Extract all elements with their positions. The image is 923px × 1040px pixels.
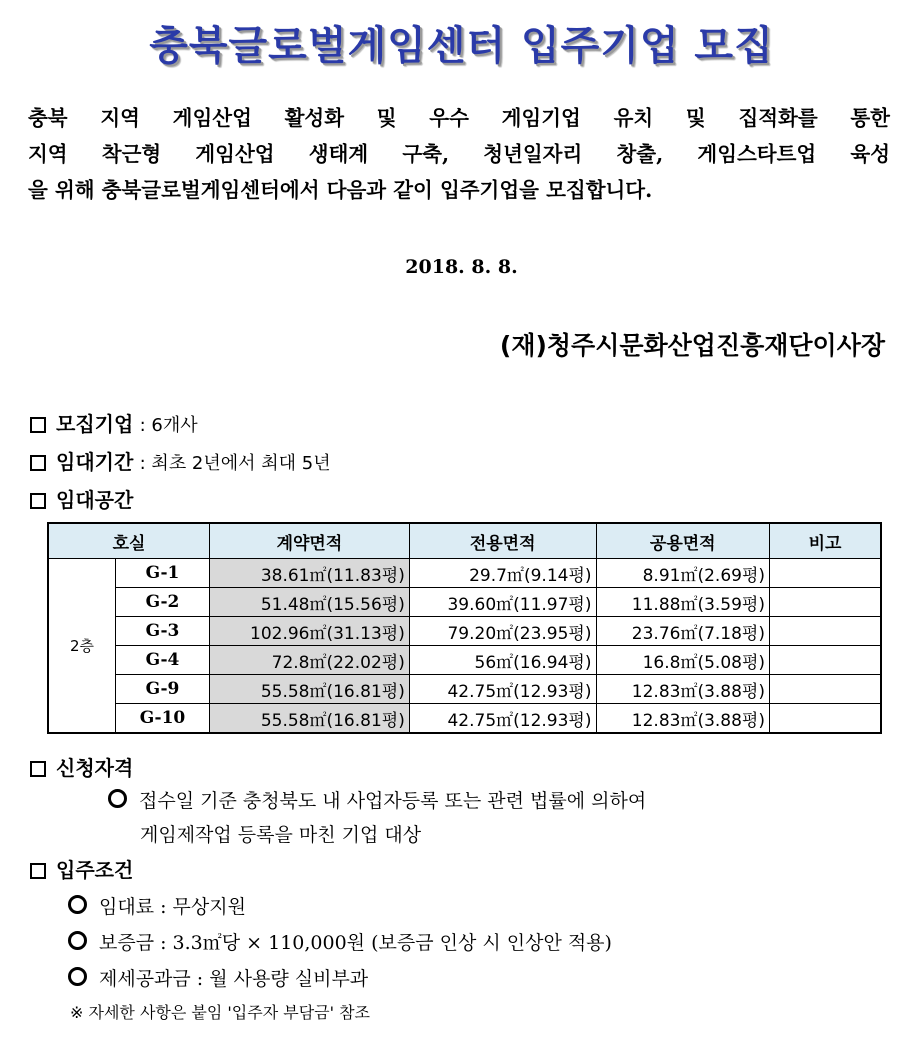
contract-area-cell: 51.48㎡(15.56평) [210,588,410,617]
organization-name: (재)청주시문화산업진흥재단이사장 [499,331,885,360]
floor-cell: 2층 [48,559,116,734]
note-cell [770,588,882,617]
note-cell [770,704,882,734]
footnote: ※ 자세한 사항은 붙임 '입주자 부담금' 참조 [70,1003,371,1022]
contract-area-cell: 102.96㎡(31.13평) [210,617,410,646]
exclusive-area-cell: 79.20㎡(23.95평) [409,617,596,646]
common-area-cell: 8.91㎡(2.69평) [596,559,770,588]
section-eligibility [30,752,133,781]
table-row [48,559,881,588]
condition-text: 보증금 : 3.3㎡당 × 110,000원 (보증금 인상 시 인상안 적용) [99,932,612,954]
room-cell: G-2 [116,588,210,617]
eligibility-text: 접수일 기준 충청북도 내 사업자등록 또는 관련 법률에 의하여 [139,790,647,812]
header-common-area: 공용면적 [596,523,770,559]
section-label: 신청자격 [56,756,134,780]
section-label: 입주조건 [56,858,134,882]
page-title: 충북글로벌게임센터 입주기업 모집 [149,23,774,69]
exclusive-area-cell: 39.60㎡(11.97평) [409,588,596,617]
square-bullet-icon [30,493,46,509]
table-row [48,588,881,617]
lease-space-table [47,522,882,734]
square-bullet-icon [30,863,46,879]
intro-line: 지역 착근형 게임산업 생태계 구축, 청년일자리 창출, 게임스타트업 육성 [28,142,890,166]
table-header-row [48,523,881,559]
common-area-cell: 23.76㎡(7.18평) [596,617,770,646]
announcement-date: 2018. 8. 8. [405,256,518,278]
note-cell [770,617,882,646]
header-exclusive-area: 전용면적 [409,523,596,559]
condition-item [68,892,246,919]
condition-text: 제세공과금 : 월 사용량 실비부과 [99,968,369,990]
contract-area-cell: 72.8㎡(22.02평) [210,646,410,675]
room-cell: G-9 [116,675,210,704]
section-label: 임대공간 [56,488,134,512]
contract-area-cell: 55.58㎡(16.81평) [210,704,410,734]
table-row [48,617,881,646]
exclusive-area-cell: 42.75㎡(12.93평) [409,675,596,704]
circle-bullet-icon [68,931,87,950]
note-cell [770,646,882,675]
common-area-cell: 12.83㎡(3.88평) [596,704,770,734]
section-conditions [30,854,133,883]
circle-bullet-icon [108,789,127,808]
header-note: 비고 [770,523,882,559]
table-row [48,675,881,704]
contract-area-cell: 55.58㎡(16.81평) [210,675,410,704]
header-room: 호실 [48,523,210,559]
condition-item [68,964,368,991]
intro-line: 을 위해 충북글로벌게임센터에서 다음과 같이 입주기업을 모집합니다. [28,178,653,202]
intro-paragraph [28,100,890,208]
note-cell [770,675,882,704]
common-area-cell: 11.88㎡(3.59평) [596,588,770,617]
common-area-cell: 16.8㎡(5.08평) [596,646,770,675]
table-row [48,704,881,734]
exclusive-area-cell: 29.7㎡(9.14평) [409,559,596,588]
square-bullet-icon [30,761,46,777]
eligibility-item [108,786,646,813]
intro-line: 충북 지역 게임산업 활성화 및 우수 게임기업 유치 및 집적화를 통한 [28,106,890,130]
section-label: 모집기업 [56,412,134,436]
contract-area-cell: 38.61㎡(11.83평) [210,559,410,588]
note-cell [770,559,882,588]
room-cell: G-1 [116,559,210,588]
section-value: : 최초 2년에서 최대 5년 [139,453,331,474]
section-lease-space [30,484,133,513]
room-cell: G-4 [116,646,210,675]
section-recruit [30,408,198,437]
circle-bullet-icon [68,895,87,914]
square-bullet-icon [30,417,46,433]
exclusive-area-cell: 42.75㎡(12.93평) [409,704,596,734]
room-cell: G-10 [116,704,210,734]
eligibility-continuation: 게임제작업 등록을 마친 기업 대상 [140,824,422,846]
section-value: : 6개사 [139,415,198,436]
section-lease-period [30,446,331,475]
condition-text: 임대료 : 무상지원 [99,896,246,918]
room-cell: G-3 [116,617,210,646]
common-area-cell: 12.83㎡(3.88평) [596,675,770,704]
table-row [48,646,881,675]
header-contract-area: 계약면적 [210,523,410,559]
condition-item [68,928,612,955]
exclusive-area-cell: 56㎡(16.94평) [409,646,596,675]
circle-bullet-icon [68,967,87,986]
section-label: 임대기간 [56,450,134,474]
square-bullet-icon [30,455,46,471]
